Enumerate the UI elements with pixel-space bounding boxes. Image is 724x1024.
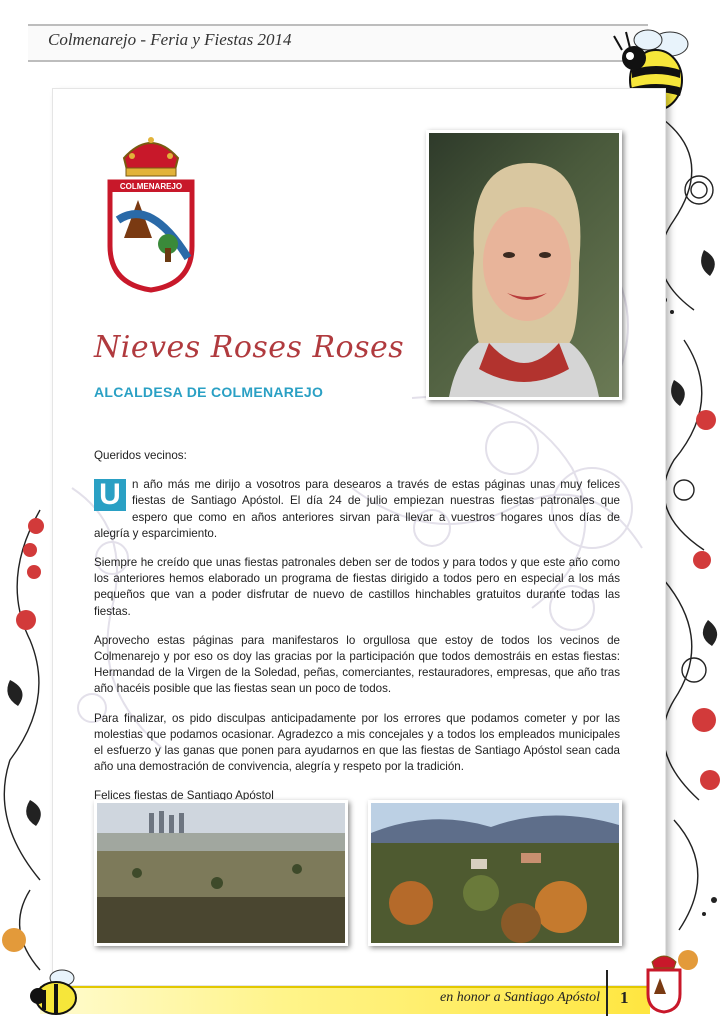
letter-paragraph: Aprovecho estas páginas para manifestaros lo orgullosa que estoy de todos los vecinos de Colmenarejo y por eso os doy las gracias por la participación que todos demostráis en estas fiestas: Hermandad de la Virgen de la Soledad, peñas, comerciantes, restauradores, empresas, que año tras año hacéis posible que las fiestas sean un poco de todos. bbox=[94, 633, 620, 696]
small-crest-icon bbox=[644, 950, 684, 1014]
author-role: ALCALDESA DE COLMENAREJO bbox=[94, 384, 324, 400]
letter-paragraph: Para finalizar, os pido disculpas anticipadamente por los errores que podamos cometer y por las molestias que podamos ocasionar. Agradezco a mis concejales y a todos los empleados municipales el esfuerzo y las ganas que ponen para ayudarnos en que las fiestas de Santiago Apóstol sean cada año una demostración de convivencia, alegría y respeto por la tradición. bbox=[94, 711, 620, 774]
drop-cap: U bbox=[94, 479, 126, 511]
floral-decoration-left bbox=[0, 500, 60, 980]
letter-paragraph: Siempre he creído que unas fiestas patronales deben ser de todos y para todos y que este año como los anteriores hemos elaborado un programa de fiestas dirigido a todos pero en especial a los más pequeños que van a poder disfrutar de nuevo de castillos hinchables gratuitos durante todas las fiestas. bbox=[94, 556, 620, 618]
footer-text: en honor a Santiago Apóstol bbox=[440, 990, 600, 1005]
colmenarejo-crest bbox=[102, 128, 200, 296]
landscape-photo-city bbox=[94, 800, 348, 946]
landscape-photo-village bbox=[368, 800, 622, 946]
letter-body bbox=[94, 448, 620, 818]
bee-illustration-bottom bbox=[28, 966, 84, 1018]
header-title: Colmenarejo - Feria y Fiestas 2014 bbox=[48, 30, 292, 49]
author-name: Nieves Roses Roses bbox=[94, 330, 405, 365]
mayor-portrait bbox=[426, 130, 622, 400]
letter-greeting: Queridos vecinos: bbox=[94, 449, 187, 462]
letter-paragraph bbox=[94, 477, 620, 542]
footer-separator bbox=[606, 970, 608, 1016]
page-number: 1 bbox=[620, 988, 629, 1007]
letter-paragraph-text: n año más me dirijo a vosotros para desearos a través de estas páginas unas muy felices fiestas de Santiago Apóstol. El día 24 de julio empiezan nuestras fiestas patronales que espero que como en años anteriores sirvan para llevar a vuestros hogares unos días de alegría y esparcimiento. bbox=[94, 478, 620, 540]
crest-label: COLMENAREJO bbox=[119, 182, 183, 191]
letter-closing: Felices fiestas de Santiago Apóstol bbox=[94, 789, 274, 803]
